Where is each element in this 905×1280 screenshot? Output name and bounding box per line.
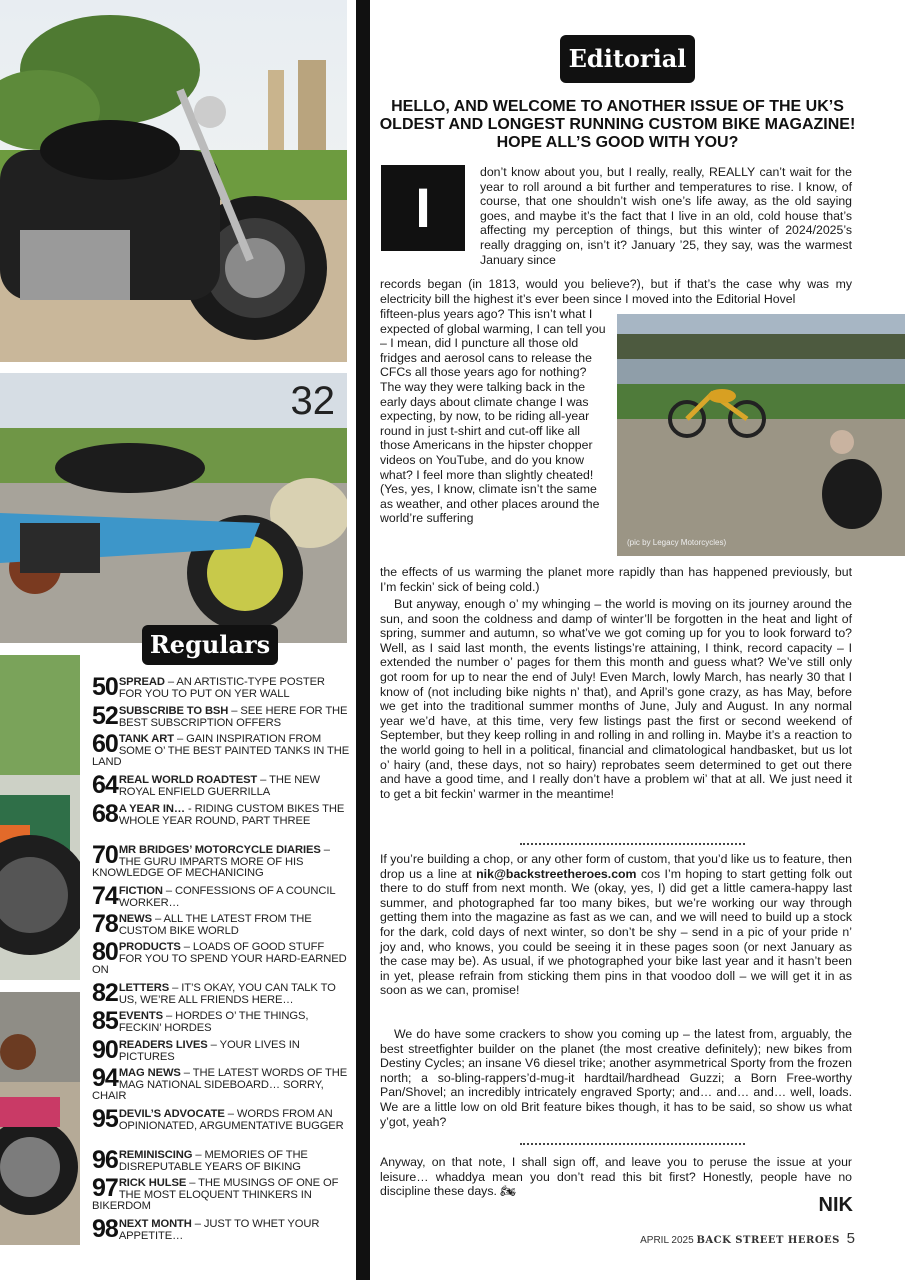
regulars-item-description: – THE NEW ROYAL ENFIELD GUERRILLA xyxy=(118,774,320,798)
regulars-item-description: – THE LATEST WORDS OF THE MAG NATIONAL SIDEBOARD… SORRY, CHAIR xyxy=(92,1067,348,1102)
regulars-item-page-number: 70 xyxy=(92,841,118,869)
editorial-paragraph-1d: the effects of us warming the planet more rapidly than has happened previously, but I’m feckin’ sick of being cold.) xyxy=(380,565,852,594)
drop-cap: I xyxy=(381,165,465,251)
regulars-item-page-number: 95 xyxy=(92,1105,118,1133)
regulars-item-description: – ALL THE LATEST FROM THE CUSTOM BIKE WORLD xyxy=(118,913,312,937)
page-reference-number: 32 xyxy=(290,379,335,423)
regulars-item xyxy=(92,1105,350,1133)
regulars-item-description: – SEE HERE FOR THE BEST SUBSCRIPTION OFFERS xyxy=(118,705,348,729)
editorial-paragraph-5 xyxy=(380,1155,852,1199)
regulars-item xyxy=(92,673,350,701)
photo-bottom-bike xyxy=(0,992,80,1245)
regulars-item xyxy=(92,910,350,938)
regulars-item-title: REMINISCING xyxy=(118,1149,193,1161)
editorial-paragraph-2: But anyway, enough o’ my whinging – the world is moving on its journey around the sun, and soon the coldness and damp of winter’ll be forgotten in the heat and light of spring, summer and autumn, so what’ve we got coming up for you to look forward to? Well, as I said last month, the events listings’re attaining, I think, record capacity – I extended the number o’ pages for them this month and guess what? We’ve still only got room for up to near the end of July! Even March, lowly March, has nearly 30 that I know of (not including bike nights n’ that), and April’s gone crazy, as has May, before we get into the traditional summer months of June, July and August. In any normal year we’d have, at this time, very few listings past the first or second weekend of September, but they keep rolling in and rolling in and rolling in. Maybe it’s a reaction to the world going to hell in a political, financial and climatological handbasket, but us lot o’ hairy (and, these days, not so hairy) reprobates seem determined to get out there and have a good time, and I really don’t have a problem wi’ that at all. We just need it to get a bit feckin’ warmer in the meantime! xyxy=(380,597,852,801)
photo-blue-bike xyxy=(0,373,347,643)
regulars-item-title: TANK ART xyxy=(118,733,174,745)
regulars-item-description: – THE GURU IMPARTS MORE OF HIS KNOWLEDGE OF MECHANICING xyxy=(92,844,330,879)
regulars-item xyxy=(92,841,350,880)
regulars-item-title: NEXT MONTH xyxy=(118,1218,192,1230)
regulars-item-page-number: 50 xyxy=(92,673,118,701)
regulars-item xyxy=(92,1036,350,1064)
regulars-item-title: A YEAR IN… xyxy=(118,803,185,815)
photo-chopper-top xyxy=(0,0,347,362)
regulars-item-page-number: 60 xyxy=(92,730,118,758)
magazine-name: BACK STREET HEROES xyxy=(696,1235,840,1246)
regulars-item-title: DEVIL’S ADVOCATE xyxy=(118,1108,225,1120)
regulars-item-description: – YOUR LIVES IN PICTURES xyxy=(118,1039,300,1063)
regulars-item-description: – HORDES O’ THE THINGS, FECKIN’ HORDES xyxy=(118,1010,309,1034)
photo-credit: (pic by Legacy Motorcycles) xyxy=(627,538,727,547)
page-footer xyxy=(640,1230,855,1247)
motorbike-icon: 🏍 xyxy=(500,1184,516,1199)
regulars-item xyxy=(92,882,350,910)
regulars-item xyxy=(92,730,350,769)
regulars-item-page-number: 94 xyxy=(92,1064,118,1092)
regulars-item-description: – MEMORIES OF THE DISREPUTABLE YEARS OF BIKING xyxy=(118,1149,308,1173)
editorial-headline: HELLO, AND WELCOME TO ANOTHER ISSUE OF THE UK’S OLDEST AND LONGEST RUNNING CUSTOM BIKE MAGAZINE! HOPE ALL’S GOOD WITH YOU? xyxy=(379,98,856,151)
regulars-item-title: PRODUCTS xyxy=(118,941,181,953)
regulars-item xyxy=(92,979,350,1007)
regulars-item-title: READERS LIVES xyxy=(118,1039,208,1051)
regulars-item xyxy=(92,1146,350,1174)
regulars-item-title: NEWS xyxy=(118,913,152,925)
p3-text-b: cos I’m hoping to start getting folk out there to do stuff from next month. We (okay, yes, I) did get a little camera-happy last summer, and photographed far too many bikes, but we’re working our way through getting them into the magazine as fast as we can, and we will need to build up a stock for the dark, cold days of next winter, so don’t be shy – send in a pic of your pride n’ joy and, who knows, you could be seeing it in these pages soon (or next January as the case may be). As usual, if we photographed your bike last year and it hasn’t been in yet, please refrain from sticking them pins in that voodoo doll – we will get it in as soon as we can, promise! xyxy=(380,866,852,998)
photo-green-bike xyxy=(0,655,80,980)
regulars-item-title: LETTERS xyxy=(118,982,170,994)
regulars-item-page-number: 64 xyxy=(92,771,118,799)
regulars-item-title: EVENTS xyxy=(118,1010,163,1022)
regulars-item-description: – IT’S OKAY, YOU CAN TALK TO US, WE’RE ALL FRIENDS HERE… xyxy=(118,982,336,1006)
regulars-item-page-number: 98 xyxy=(92,1215,118,1243)
editorial-paragraph-1a: don’t know about you, but I really, really, REALLY can’t wait for the year to roll around a bit further and temperatures to rise. I know, of course, that one shouldn’t wish one’s life away, as the old saying goes, and maybe it’s the fact that I live in an old, cold house that’s affecting my perception of things, but this winter of 2024/2025’s really dragging on, isn’t it? January ’25, they say, was the warmest January since xyxy=(480,165,852,267)
regulars-item-description: – JUST TO WHET YOUR APPETITE… xyxy=(118,1218,320,1242)
regulars-item-description: – AN ARTISTIC-TYPE POSTER FOR YOU TO PUT ON YER WALL xyxy=(118,676,325,700)
regulars-item-title: SUBSCRIBE TO BSH xyxy=(118,705,229,717)
p5-text: Anyway, on that note, I shall sign off, and leave you to peruse the issue at your leisure… whaddya mean you don’t read this bit first? Honestly, people have no discipline these days. xyxy=(380,1155,852,1199)
regulars-item-title: MR BRIDGES’ MOTORCYCLE DIARIES xyxy=(118,844,321,856)
regulars-item-title: MAG NEWS xyxy=(118,1067,181,1079)
regulars-item-description: – GAIN INSPIRATION FROM SOME O’ THE BEST PAINTED TANKS IN THE LAND xyxy=(92,733,350,768)
regulars-item-description: – WORDS FROM AN OPINIONATED, ARGUMENTATIVE BUGGER xyxy=(118,1108,344,1132)
regulars-item-page-number: 74 xyxy=(92,882,118,910)
regulars-item-title: SPREAD xyxy=(118,676,165,688)
section-divider-2 xyxy=(520,1143,745,1145)
editorial-paragraph-3 xyxy=(380,852,852,998)
regulars-item-page-number: 80 xyxy=(92,938,118,966)
regulars-item-description: – THE MUSINGS OF ONE OF THE MOST ELOQUENT THINKERS IN BIKERDOM xyxy=(92,1177,339,1212)
regulars-item xyxy=(92,702,350,730)
editor-signature: NIK xyxy=(818,1194,853,1216)
regulars-item-page-number: 78 xyxy=(92,910,118,938)
regulars-item-page-number: 82 xyxy=(92,979,118,1007)
section-divider-1 xyxy=(520,843,745,845)
regulars-item xyxy=(92,800,350,828)
regulars-item-page-number: 90 xyxy=(92,1036,118,1064)
regulars-item-title: REAL WORLD ROADTEST xyxy=(118,774,258,786)
regulars-item xyxy=(92,1215,350,1243)
p3-text-a: If you’re building a chop, or any other form of custom, that you’d like us to feature, then drop us a line at xyxy=(380,852,852,881)
regulars-item xyxy=(92,771,350,799)
editorial-photo xyxy=(617,314,905,556)
regulars-badge: Regulars xyxy=(142,625,278,665)
regulars-item-description: – LOADS OF GOOD STUFF FOR YOU TO SPEND YOUR HARD-EARNED ON xyxy=(92,941,347,976)
regulars-item-page-number: 52 xyxy=(92,702,118,730)
page-number: 5 xyxy=(846,1230,855,1247)
regulars-item-page-number: 68 xyxy=(92,800,118,828)
regulars-item-description: – CONFESSIONS OF A COUNCIL WORKER… xyxy=(118,885,336,909)
regulars-item-title: FICTION xyxy=(118,885,163,897)
regulars-item xyxy=(92,1007,350,1035)
editorial-paragraph-4: We do have some crackers to show you coming up – the latest from, arguably, the best streetfighter builder on the planet (the most creative definitely); new bikes from Destiny Cycles; an insane V6 diesel trike; another asymmetrical Sporty from the frozen north; a so-bling-rappers’d-mug-it hardtail/hardhead Guzzi; a Born Free-worthy Pan/Shovel; an incredibly intricately engraved Sporty; and… and… and… well, loads. We are a little low on old Brit feature bikes though, it has to be said, so show us what y’got, yeah? xyxy=(380,1027,852,1129)
regulars-item xyxy=(92,938,350,977)
column-divider xyxy=(356,0,370,1280)
regulars-item-title: RICK HULSE xyxy=(118,1177,187,1189)
contact-email[interactable]: nik@backstreetheroes.com xyxy=(476,866,637,881)
editorial-badge: Editorial xyxy=(560,35,695,83)
regulars-item-page-number: 97 xyxy=(92,1174,118,1202)
regulars-item-page-number: 96 xyxy=(92,1146,118,1174)
regulars-item-page-number: 85 xyxy=(92,1007,118,1035)
regulars-item-description: - RIDING CUSTOM BIKES THE WHOLE YEAR ROUND, PART THREE xyxy=(118,803,345,827)
issue-date: APRIL 2025 xyxy=(640,1235,694,1246)
editorial-paragraph-1c: fifteen-plus years ago? This isn’t what I expected of global warming, I can tell you – I mean, did I puncture all those old fridges and aerosol cans to release the CFCs all those years ago for nothing? The way they were talking back in the early days about climate change I was expecting, by now, to be riding all-year round in just t-shirt and cut-off like all those Americans in the hipster chopper videos on YouTube, and do you know what? I feel more than slightly cheated! (Yes, yes, I know, climate isn’t the same as weather, and other places around the world’re suffering xyxy=(380,307,606,526)
regulars-item xyxy=(92,1174,350,1213)
editorial-paragraph-1b: records began (in 1813, would you believe?), but if that’s the case why was my electricity bill the highest it’s ever been since I moved into the Editorial Hovel xyxy=(380,277,852,306)
regulars-item xyxy=(92,1064,350,1103)
